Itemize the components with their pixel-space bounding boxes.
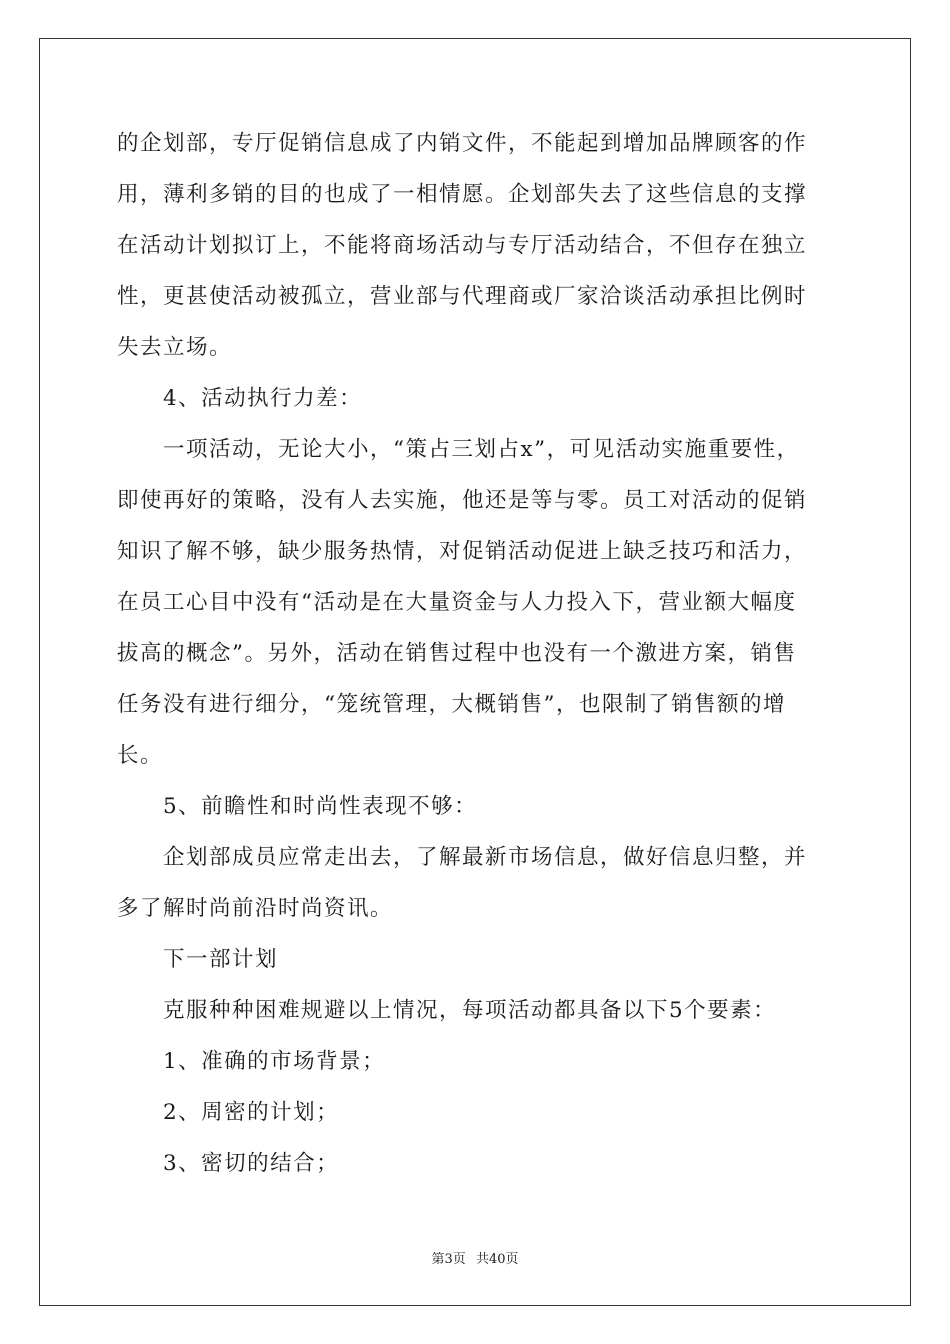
paragraph-line: 在员工心目中没有“活动是在大量资金与人力投入下，营业额大幅度 [117, 590, 797, 615]
paragraph-line: 多了解时尚前沿时尚资讯。 [117, 896, 394, 921]
section-heading: 4、活动执行力差： [163, 386, 363, 411]
paragraph-line: 企划部成员应常走出去，了解最新市场信息，做好信息归整，并 [163, 845, 808, 870]
paragraph-line: 的企划部，专厅促销信息成了内销文件，不能起到增加品牌顾客的作 [117, 131, 808, 156]
list-item: 1、准确的市场背景； [163, 1049, 386, 1074]
section-heading: 下一部计划 [163, 947, 279, 972]
paragraph-line: 在活动计划拟订上，不能将商场活动与专厅活动结合，不但存在独立 [117, 233, 808, 258]
page-total: 共40页 [475, 1252, 519, 1267]
paragraph-line: 知识了解不够，缺少服务热情，对促销活动促进上缺乏技巧和活力， [117, 539, 808, 564]
section-heading: 5、前瞻性和时尚性表现不够： [163, 794, 478, 819]
paragraph-line: 一项活动，无论大小，“策占三划占x”，可见活动实施重要性， [163, 437, 800, 462]
paragraph-line: 长。 [117, 743, 164, 768]
paragraph-line: 即使再好的策略，没有人去实施，他还是等与零。员工对活动的促销 [117, 488, 808, 513]
list-item: 2、周密的计划； [163, 1100, 340, 1125]
paragraph-line: 性，更甚使活动被孤立，营业部与代理商或厂家洽谈活动承担比例时 [117, 284, 808, 309]
page-number: 第3页 [431, 1252, 466, 1267]
paragraph-line: 任务没有进行细分，“笼统管理，大概销售”，也限制了销售额的增 [117, 692, 786, 717]
paragraph-line: 失去立场。 [117, 335, 233, 360]
paragraph-line: 拔高的概念”。另外，活动在销售过程中也没有一个激进方案，销售 [117, 641, 797, 666]
paragraph-line: 克服种种困难规避以上情况，每项活动都具备以下5个要素： [163, 998, 777, 1023]
paragraph-line: 用，薄利多销的目的也成了一相情愿。企划部失去了这些信息的支撑 [117, 182, 808, 207]
page-footer [0, 1248, 950, 1267]
list-item: 3、密切的结合； [163, 1151, 340, 1176]
